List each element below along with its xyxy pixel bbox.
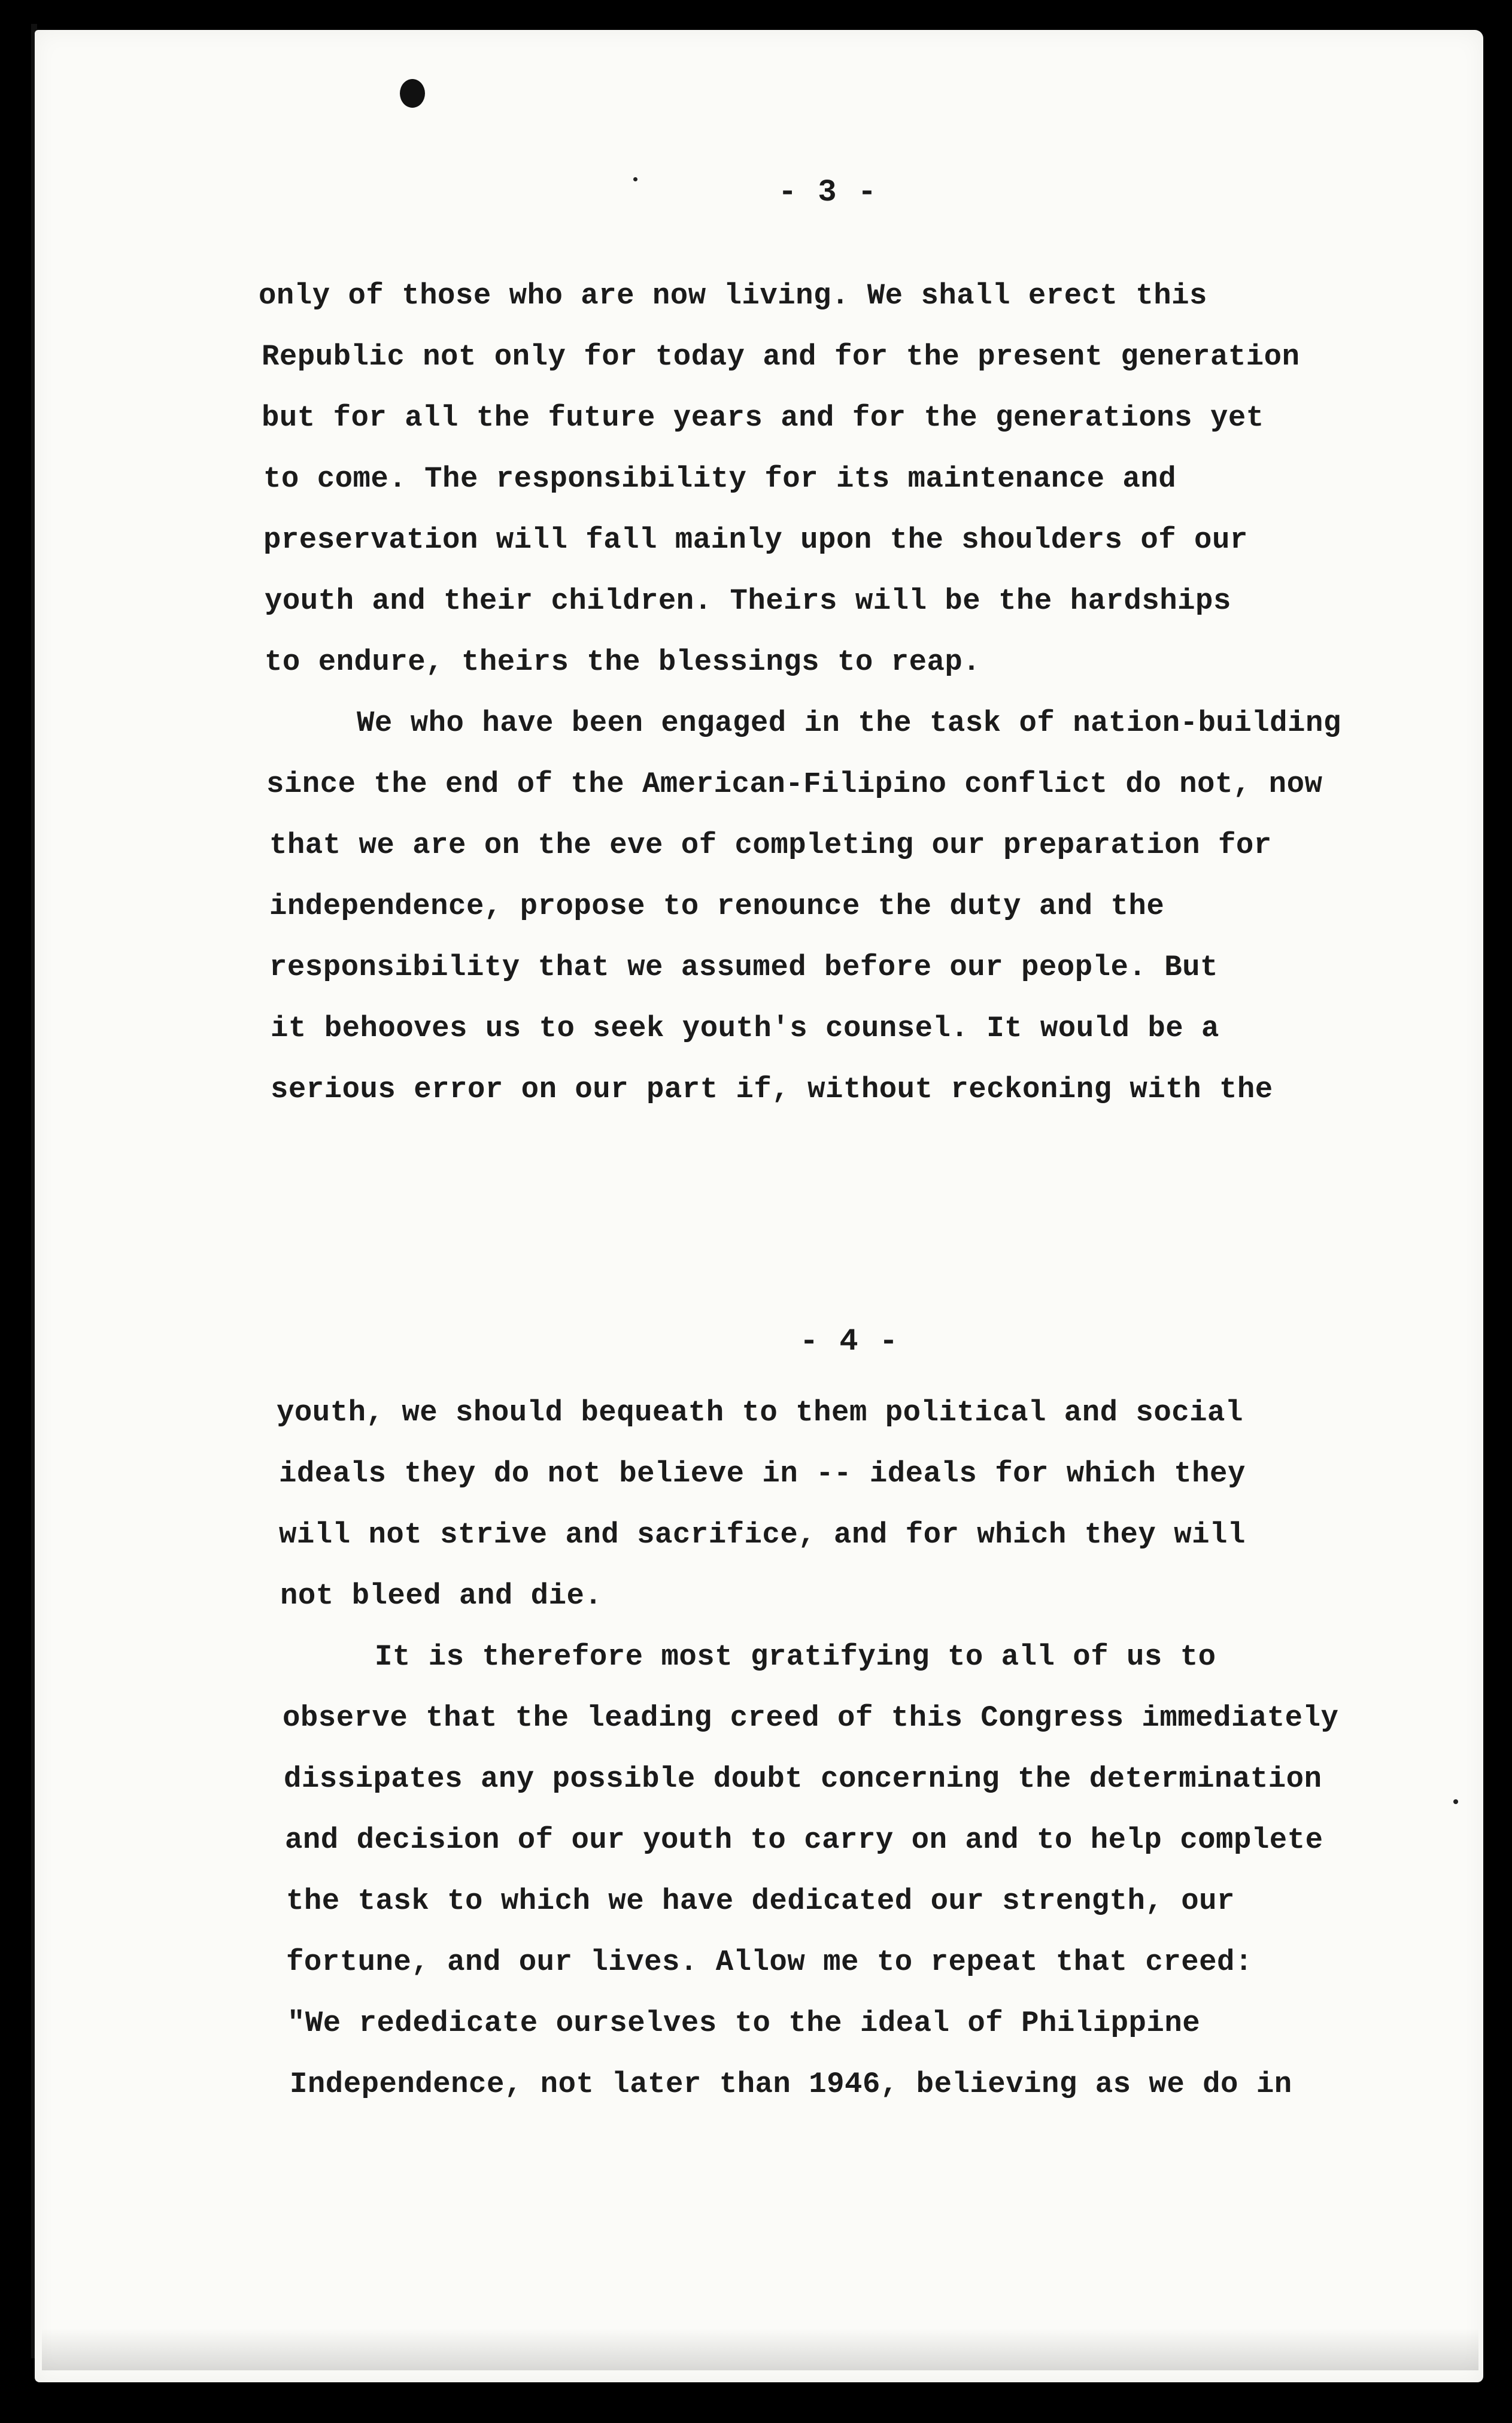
text-line: ideals they do not believe in -- ideals for which they: [279, 1457, 1246, 1490]
punch-hole-mark: [400, 79, 425, 108]
text-line: will not strive and sacrifice, and for which they will: [279, 1518, 1246, 1551]
text-line: only of those who are now living. We shall erect this: [259, 279, 1207, 312]
paragraph-start-line: We who have been engaged in the task of nation-building: [357, 706, 1341, 740]
text-line: since the end of the American-Filipino conflict do not, now: [266, 767, 1323, 801]
quoted-creed-line: Independence, not later than 1946, believing as we do in: [290, 2067, 1292, 2101]
speck-mark: [1453, 1799, 1458, 1804]
text-line: youth and their children. Theirs will be the hardships: [265, 584, 1231, 618]
text-line: dissipates any possible doubt concerning the determination: [284, 1762, 1322, 1796]
text-line: responsibility that we assumed before our people. But: [269, 951, 1218, 984]
text-line: the task to which we have dedicated our strength, our: [286, 1884, 1235, 1918]
text-line: not bleed and die.: [280, 1579, 603, 1613]
text-line: preservation will fall mainly upon the shoulders of our: [263, 523, 1248, 557]
text-line: it behooves us to seek youth's counsel. It would be a: [271, 1012, 1219, 1045]
quoted-creed-line: "We rededicate ourselves to the ideal of Philippine: [287, 2006, 1201, 2040]
text-line: serious error on our part if, without reckoning with the: [271, 1073, 1273, 1106]
text-line: independence, propose to renounce the duty and the: [269, 889, 1165, 923]
text-line: youth, we should bequeath to them political and social: [277, 1396, 1243, 1429]
text-line: observe that the leading creed of this Congress immediately: [283, 1701, 1339, 1735]
text-line: to endure, theirs the blessings to reap.: [265, 645, 981, 679]
page-number-4: - 4 -: [800, 1324, 900, 1359]
text-line: to come. The responsibility for its maintenance and: [263, 462, 1177, 496]
text-line: but for all the future years and for the generations yet: [262, 401, 1264, 435]
speck-mark: [633, 177, 637, 181]
text-line: and decision of our youth to carry on and to help complete: [285, 1823, 1323, 1857]
paragraph-start-line: It is therefore most gratifying to all of us to: [375, 1640, 1216, 1674]
text-line: fortune, and our lives. Allow me to repeat that creed:: [286, 1945, 1253, 1979]
page-curl-shadow: [42, 2328, 1478, 2370]
text-line: Republic not only for today and for the present generation: [262, 340, 1300, 374]
text-line: that we are on the eve of completing our preparation for: [269, 828, 1272, 862]
page-number-3: - 3 -: [778, 175, 878, 210]
